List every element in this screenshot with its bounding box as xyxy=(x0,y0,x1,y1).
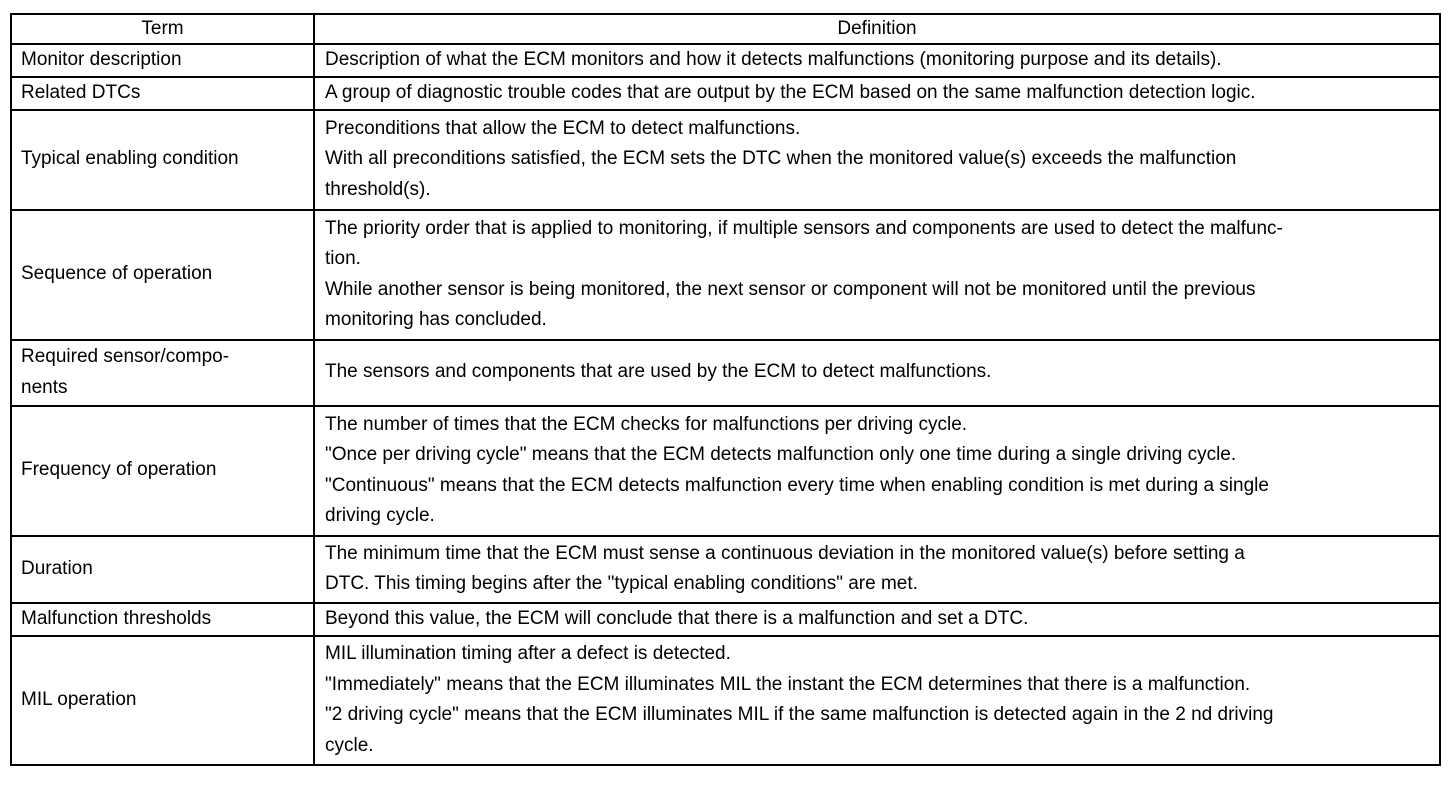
table-row xyxy=(11,536,1440,603)
term-text: Frequency of operation xyxy=(21,459,217,481)
term-cell xyxy=(11,210,314,340)
term-cell xyxy=(11,636,314,765)
definition-text: The priority order that is applied to monitoring, if multiple sensors and components are used to detect the malfunc- xyxy=(325,217,1283,239)
term-cell xyxy=(11,77,314,110)
term-text: Related DTCs xyxy=(21,81,141,103)
definition-cell xyxy=(314,44,1440,77)
definition-text: "Immediately" means that the ECM illuminates MIL the instant the ECM determines that there is a malfunction. xyxy=(325,673,1251,695)
term-cell xyxy=(11,340,314,406)
definition-text: driving cycle. xyxy=(325,505,435,526)
definition-cell xyxy=(314,77,1440,110)
term-cell xyxy=(11,44,314,77)
definition-text: With all preconditions satisfied, the ECM sets the DTC when the monitored value(s) exceeds the malfunction xyxy=(325,148,1237,170)
definition-cell xyxy=(314,536,1440,603)
definition-text: MIL illumination timing after a defect is detected. xyxy=(325,643,731,664)
definition-text: The sensors and components that are used by the ECM to detect malfunctions. xyxy=(325,361,992,383)
definition-cell xyxy=(314,406,1440,536)
definition-text: Beyond this value, the ECM will conclude that there is a malfunction and set a DTC. xyxy=(325,607,1029,629)
definition-cell xyxy=(314,636,1440,765)
definition-text: Preconditions that allow the ECM to detect malfunctions. xyxy=(325,117,801,139)
table-row xyxy=(11,44,1440,77)
definition-text: tion. xyxy=(325,248,361,269)
definition-text: monitoring has concluded. xyxy=(325,309,547,330)
table-row xyxy=(11,340,1440,406)
definition-text: DTC. This timing begins after the "typical enabling conditions" are met. xyxy=(325,573,918,594)
term-text: Sequence of operation xyxy=(21,263,213,285)
definition-cell xyxy=(314,110,1440,210)
table-row xyxy=(11,110,1440,210)
term-text: MIL operation xyxy=(21,688,137,710)
table-row xyxy=(11,636,1440,765)
definition-text: "Once per driving cycle" means that the ECM detects malfunction only one time during a single driving cycle. xyxy=(325,444,1237,465)
definition-text: Description of what the ECM monitors and how it detects malfunctions (monitoring purpose and its details). xyxy=(325,49,1222,70)
term-cell xyxy=(11,406,314,536)
definition-cell xyxy=(314,603,1440,636)
term-text: Required sensor/compo- xyxy=(21,346,230,367)
definition-text: threshold(s). xyxy=(325,178,431,200)
table-row xyxy=(11,406,1440,536)
header-term: Term xyxy=(11,14,314,44)
definition-text: A group of diagnostic trouble codes that are output by the ECM based on the same malfunction detection logic. xyxy=(325,81,1256,103)
term-cell xyxy=(11,603,314,636)
term-text: Typical enabling condition xyxy=(21,148,239,170)
term-text: Malfunction thresholds xyxy=(21,607,212,629)
table-row xyxy=(11,77,1440,110)
header-definition: Definition xyxy=(314,14,1440,44)
definition-cell xyxy=(314,210,1440,340)
terms-definition-table xyxy=(10,13,1441,766)
definition-text: cycle. xyxy=(325,734,374,756)
term-cell xyxy=(11,536,314,603)
definition-text: The number of times that the ECM checks for malfunctions per driving cycle. xyxy=(325,413,968,435)
table-row xyxy=(11,210,1440,340)
term-text: nents xyxy=(21,376,68,398)
table-row xyxy=(11,603,1440,636)
term-text: Duration xyxy=(21,557,93,579)
definition-text: While another sensor is being monitored, the next sensor or component will not be monitored until the previous xyxy=(325,278,1256,300)
definition-text: "2 driving cycle" means that the ECM illuminates MIL if the same malfunction is detected again in the 2 nd driving xyxy=(325,704,1274,725)
definition-text: "Continuous" means that the ECM detects malfunction every time when enabling condition is met during a single xyxy=(325,474,1269,496)
definition-text: The minimum time that the ECM must sense a continuous deviation in the monitored value(s) before setting a xyxy=(325,542,1245,564)
header-row xyxy=(11,14,1440,44)
term-text: Monitor description xyxy=(21,49,182,70)
definition-cell xyxy=(314,340,1440,406)
term-cell xyxy=(11,110,314,210)
